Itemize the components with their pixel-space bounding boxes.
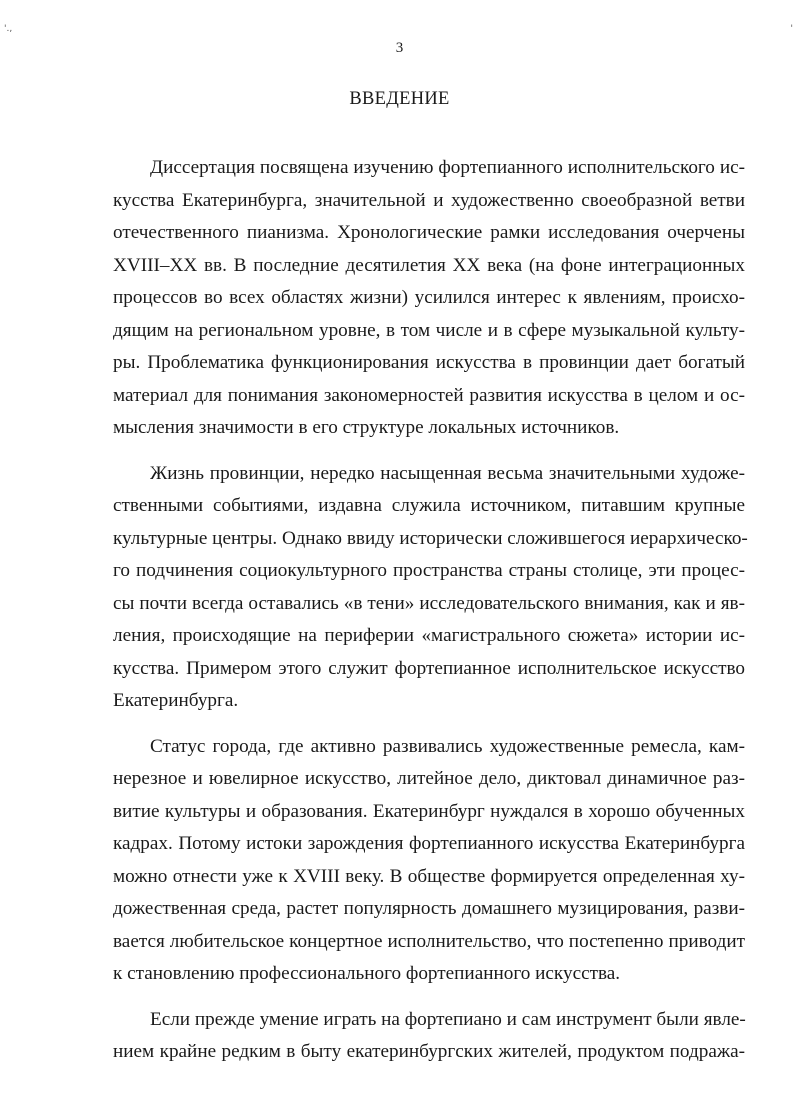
text-line: к становлению профессионального фортепианного искусства. xyxy=(113,963,621,984)
text-line: Если прежде умение играть на фортепиано и сам инструмент были явле- xyxy=(150,1008,746,1030)
text-line: ления, происходящие на периферии «магистрального сюжета» истории ис- xyxy=(113,625,745,646)
text-line: дящим на региональном уровне, в том числе и в сфере музыкальной культу- xyxy=(113,319,745,341)
text-line: можно отнести уже к XVIII веку. В обществе формируется определенная ху- xyxy=(113,865,745,887)
text-line: ственными событиями, издавна служила источником, питавшим крупные xyxy=(113,495,745,516)
paragraph-2 xyxy=(113,458,748,718)
text-line: Статус города, где активно развивались художественные ремесла, кам- xyxy=(150,735,745,757)
text-line: нерезное и ювелирное искусство, литейное дело, диктовал динамичное раз- xyxy=(113,768,745,789)
page-number: 3 xyxy=(395,40,404,56)
text-line: дожественная среда, растет популярность домашнего музицирования, разви- xyxy=(113,898,745,919)
text-line: кусства Екатеринбурга, значительной и художественно своеобразной ветви xyxy=(113,189,745,211)
text-line: Диссертация посвящена изучению фортепианного исполнительского ис- xyxy=(150,157,745,178)
text-line: отечественного пианизма. Хронологические рамки исследования очерчены xyxy=(113,222,745,243)
text-line: кусства. Примером этого служит фортепианное исполнительское искусство xyxy=(113,657,745,679)
text-line: го подчинения социокультурного пространства страны столице, эти процес- xyxy=(113,560,745,581)
text-line: сы почти всегда оставались «в тени» исследовательского внимания, как и яв- xyxy=(113,592,745,614)
paragraph-4 xyxy=(113,1004,745,1069)
text-line: Екатеринбурга. xyxy=(113,690,239,711)
text-line: вается любительское концертное исполнительство, что постепенно приводит xyxy=(113,930,745,952)
text-line: кадрах. Потому истоки зарождения фортепианного искусства Екатеринбурга xyxy=(113,833,745,854)
text-line: витие культуры и образования. Екатеринбург нуждался в хорошо обученных xyxy=(113,800,745,822)
text-line: культурные центры. Однако ввиду исторически сложившегося иерархическо- xyxy=(113,527,748,549)
section-heading: ВВЕДЕНИЕ xyxy=(349,89,450,109)
paragraph-1 xyxy=(113,152,745,445)
text-line: материал для понимания закономерностей развития искусства в целом и ос- xyxy=(113,384,745,406)
scan-mark-right: ' xyxy=(790,24,793,34)
scan-mark-left: '., xyxy=(4,24,13,34)
text-line: нием крайне редким в быту екатеринбургских жителей, продуктом подража- xyxy=(113,1041,745,1062)
text-line: мысления значимости в его структуре локальных источников. xyxy=(113,417,620,438)
text-line: Жизнь провинции, нередко насыщенная весьма значительными художе- xyxy=(150,462,745,484)
text-line: ры. Проблематика функционирования искусства в провинции дает богатый xyxy=(113,352,745,373)
body-text xyxy=(113,152,748,1082)
text-line: XVIII–XX вв. В последние десятилетия XX века (на фоне интеграционных xyxy=(113,254,745,276)
text-line: процессов во всех областях жизни) усилился интерес к явлениям, происхо- xyxy=(113,287,745,308)
paragraph-3 xyxy=(113,731,745,991)
